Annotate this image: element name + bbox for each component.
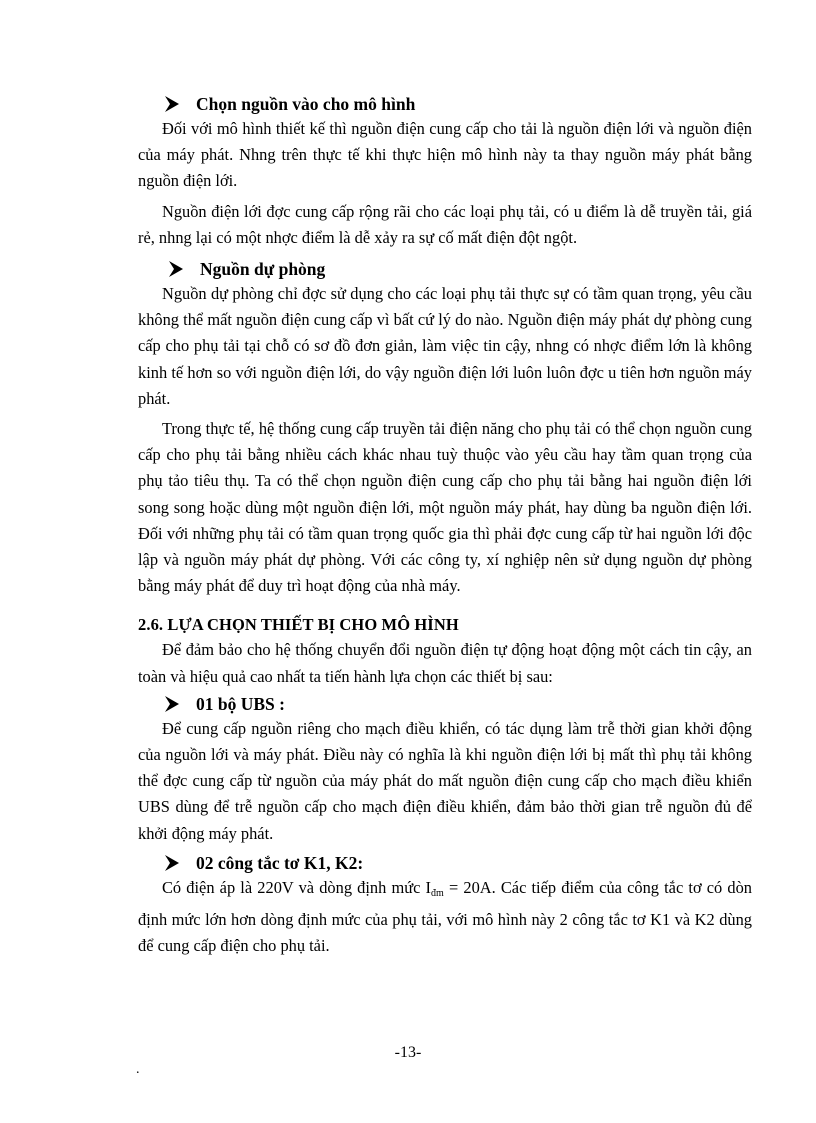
arrowhead-bullet-icon [164,695,192,713]
page-number: -13- [394,1044,422,1061]
heading-nguon-du-phong [138,257,752,281]
text-run: Có điện áp là 220V và dòng định mức I [162,877,432,897]
arrowhead-bullet-icon [168,260,196,278]
arrowhead-bullet-icon [164,854,192,872]
heading-text: 02 công tắc tơ K1, K2: [196,852,364,873]
heading-cong-tac-to [138,851,752,875]
section-title: 2.6. LỰA CHỌN THIẾT BỊ CHO MÔ HÌNH [138,615,459,635]
paragraph: Nguồn điện lới đợc cung cấp rộng rãi cho các loại phụ tải, có u điểm là dễ truyền tải, giá rẻ, nhng lại có một nhợc điểm là dễ xảy ra sự cố mất điện đột ngột. [138,201,752,247]
heading-text: Nguồn dự phòng [200,259,326,280]
heading-chon-nguon [138,92,752,116]
page-body [138,92,752,959]
arrowhead-bullet-icon [164,95,192,113]
subscript: đm [431,887,444,899]
paragraph [138,875,752,960]
heading-text: 01 bộ UBS : [196,693,285,714]
heading-ubs [138,692,752,716]
paragraph: Để cung cấp nguồn riêng cho mạch điều khiển, có tác dụng làm trễ thời gian khởi động của nguồn lới và máy phát. Điều này có nghĩa là khi nguồn điện lới bị mất thì phụ tải không thể đợc cung cấp từ nguồn của máy phát do mất nguồn điện cung cấp cho mạch điều khiển UBS dùng để trễ nguồn cấp cho mạch điện điều khiển, đảm bảo thời gian trễ nguồn đủ để khởi động máy phát. [138,718,752,843]
heading-text: Chọn nguồn vào cho mô hình [196,94,416,114]
paragraph: Để đảm bảo cho hệ thống chuyển đổi nguồn điện tự động hoạt động một cách tin cậy, an toàn và hiệu quả cao nhất ta tiến hành lựa chọn các thiết bị sau: [138,640,752,686]
paragraph: Trong thực tế, hệ thống cung cấp truyền tải điện năng cho phụ tải có thể chọn nguồn cung cấp cho phụ tải bằng nhiều cách khác nhau tuỳ thuộc vào yêu cầu hay tầm quan trọng của phụ tảo tiêu thụ. Ta có thể chọn nguồn điện cung cấp cho phụ tải bằng hai nguồn điện lới song song hoặc dùng một nguồn điện lới, một nguồn máy phát, hay dùng ba nguồn điện lới. Đối với những phụ tải có tầm quan trọng quốc gia thì phải đợc cung cấp từ hai nguồn lới độc lập và nguồn máy phát dự phòng. Với các công ty, xí nghiệp nên sử dụng nguồn dự phòng bằng máy phát để duy trì hoạt động của nhà máy. [138,419,752,596]
paragraph: Đối với mô hình thiết kế thì nguồn điện cung cấp cho tải là nguồn điện lới và nguồn điện của máy phát. Nhng trên thực tế khi thực hiện mô hình này ta thay nguồn máy phát bằng nguồn điện lới. [138,119,752,191]
paragraph: Nguồn dự phòng chỉ đợc sử dụng cho các loại phụ tải thực sự có tầm quan trọng, yêu cầu không thể mất nguồn điện cung cấp vì bất cứ lý do nào. Nguồn điện máy phát dự phòng cung cấp cho phụ tải tại chỗ có sơ đồ đơn giản, làm việc tin cậy, nhng có nhợc điểm lớn là không kinh tế hơn so với nguồn điện lới, do vậy nguồn điện lới luôn luôn đợc u tiên hơn nguồn máy phát. [138,284,752,408]
footer-dot: . [136,1062,140,1077]
text-run: = 20A. Các tiếp điểm của công tắc tơ có dòn định mức lớn hơn dòng định mức của phụ tải, với mô hình này 2 công tắc tơ K1 và K2 dùng để cung cấp điện cho phụ tải. [138,877,752,956]
